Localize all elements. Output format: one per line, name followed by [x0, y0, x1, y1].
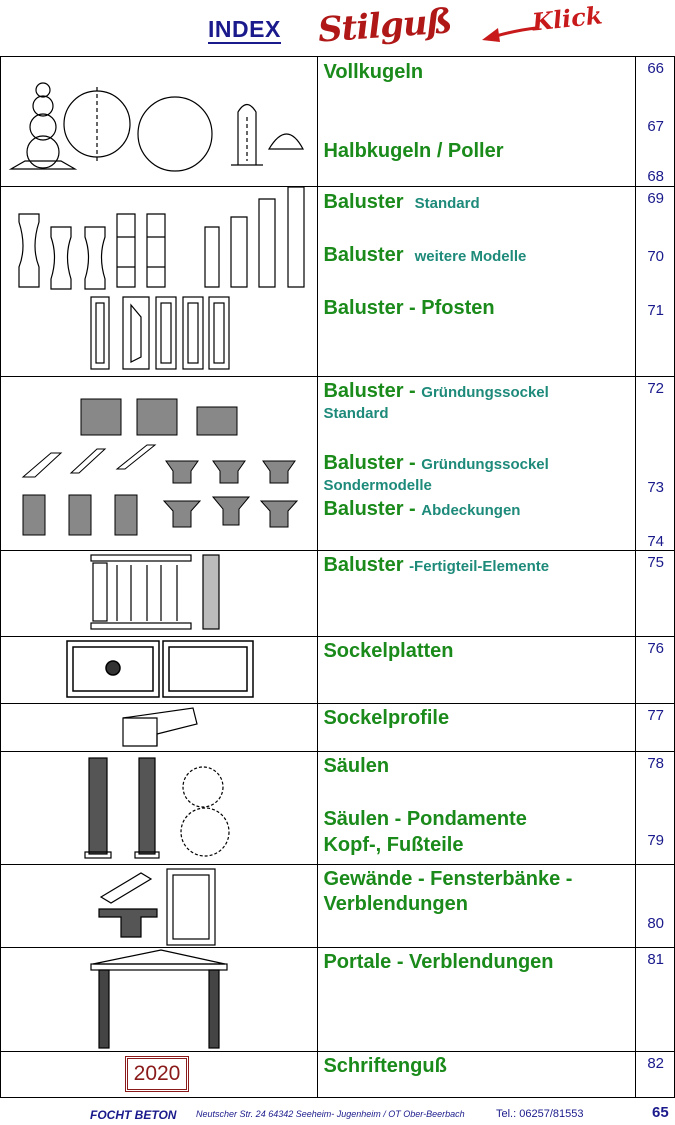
- table-row: [1, 1052, 675, 1098]
- entry-schriftenguss: Schriftenguß: [323, 1055, 447, 1077]
- row-pages-portale: [635, 948, 674, 1052]
- sockelplatten-drawing: [1, 637, 317, 704]
- row-image-baluster: [1, 187, 318, 377]
- brand-logo: Stilguß: [316, 1, 453, 51]
- page-link[interactable]: 73: [647, 479, 664, 496]
- row-image-fertigteil: [1, 551, 318, 637]
- page-link[interactable]: 80: [647, 915, 664, 932]
- schriften-plaque: 2020: [125, 1056, 189, 1092]
- row-pages-sockel: [635, 377, 674, 551]
- page-link[interactable]: 66: [647, 60, 664, 77]
- row-image-gewaende: [1, 865, 318, 948]
- entry-pondamente: Säulen - Pondamente: [323, 808, 527, 830]
- page-link[interactable]: 82: [647, 1055, 664, 1072]
- page-link[interactable]: 67: [647, 118, 664, 135]
- index-title: INDEX: [208, 16, 281, 42]
- arrow-icon: [478, 14, 538, 44]
- entry-portale: Portale - Verblendungen: [323, 951, 554, 973]
- row-text-schriften: [318, 1052, 635, 1098]
- klick-link[interactable]: Klick: [530, 0, 604, 37]
- page-link[interactable]: 75: [647, 554, 664, 571]
- row-pages-fertigteil: [635, 551, 674, 637]
- row-pages-sockelprofile: [635, 704, 674, 752]
- row-text-saeulen: [318, 752, 635, 865]
- row-text-gewaende: [318, 865, 635, 948]
- row-image-portale: [1, 948, 318, 1052]
- entry-baluster-pfosten: Baluster - Pfosten: [323, 297, 495, 319]
- table-row: [1, 948, 675, 1052]
- row-text-fertigteil: [318, 551, 635, 637]
- fertigteil-drawing: [1, 551, 317, 637]
- page-footer: [0, 1100, 675, 1125]
- portale-drawing: [1, 948, 317, 1052]
- entry-baluster-weitere: Baluster weitere Modelle: [323, 244, 527, 266]
- row-pages-kugeln: [635, 57, 674, 187]
- row-image-sockelplatten: [1, 637, 318, 704]
- entry-verblendungen: Verblendungen: [323, 893, 468, 915]
- row-pages-baluster: [635, 187, 674, 377]
- saeulen-drawing: [1, 752, 317, 865]
- table-row: [1, 752, 675, 865]
- page-link[interactable]: 77: [647, 707, 664, 724]
- page-link[interactable]: 78: [647, 755, 664, 772]
- entry-abdeckungen: Baluster - Abdeckungen: [323, 498, 521, 520]
- table-row: [1, 377, 675, 551]
- entry-kopf-fussteile: Kopf-, Fußteile: [323, 834, 464, 856]
- page-number: 65: [652, 1104, 669, 1121]
- row-image-sockelprofile: [1, 704, 318, 752]
- row-pages-saeulen: [635, 752, 674, 865]
- entry-vollkugeln: Vollkugeln: [323, 61, 424, 83]
- table-row: [1, 57, 675, 187]
- page-link[interactable]: 68: [647, 168, 664, 185]
- sockelprofile-drawing: [1, 704, 317, 752]
- entry-fertigteil: Baluster -Fertigteil-Elemente: [323, 554, 550, 576]
- row-image-sockel: [1, 377, 318, 551]
- table-row: [1, 637, 675, 704]
- company-address: Neutscher Str. 24 64342 Seeheim- Jugenheim / OT Ober-Beerbach: [196, 1109, 465, 1119]
- page-link[interactable]: 70: [647, 248, 664, 265]
- entry-sockelplatten: Sockelplatten: [323, 640, 454, 662]
- company-name: FOCHT BETON: [90, 1108, 177, 1122]
- page-link[interactable]: 81: [647, 951, 664, 968]
- kugeln-drawing: [1, 57, 317, 187]
- table-row: [1, 865, 675, 948]
- entry-saeulen: Säulen: [323, 755, 390, 777]
- row-text-baluster: [318, 187, 635, 377]
- table-row: [1, 187, 675, 377]
- row-pages-sockelplatten: [635, 637, 674, 704]
- table-row: [1, 551, 675, 637]
- page-link[interactable]: 72: [647, 380, 664, 397]
- page-link[interactable]: 74: [647, 533, 664, 550]
- table-row: [1, 704, 675, 752]
- entry-baluster-standard: Baluster Standard: [323, 191, 480, 213]
- page-header: [0, 0, 675, 56]
- baluster-drawing: [1, 187, 317, 377]
- row-pages-gewaende: [635, 865, 674, 948]
- entry-sockel-standard: Baluster - Gründungssockel: [323, 380, 549, 402]
- gewaende-drawing: [1, 865, 317, 948]
- page-link[interactable]: 69: [647, 190, 664, 207]
- row-text-sockelplatten: [318, 637, 635, 704]
- row-pages-schriften: [635, 1052, 674, 1098]
- sockel-drawing: [1, 377, 317, 551]
- row-text-kugeln: [318, 57, 635, 187]
- row-image-saeulen: [1, 752, 318, 865]
- index-table: [0, 56, 675, 1098]
- page-link[interactable]: 79: [647, 832, 664, 849]
- entry-halbkugeln: Halbkugeln / Poller: [323, 140, 504, 162]
- row-text-sockelprofile: [318, 704, 635, 752]
- company-phone: Tel.: 06257/81553: [496, 1108, 584, 1120]
- row-text-sockel: [318, 377, 635, 551]
- page-link[interactable]: 76: [647, 640, 664, 657]
- entry-sockelprofile: Sockelprofile: [323, 707, 450, 729]
- entry-gewaende: Gewände - Fensterbänke -: [323, 868, 573, 890]
- row-image-schriften: [1, 1052, 318, 1098]
- entry-sockel-sonder: Baluster - Gründungssockel: [323, 452, 549, 474]
- row-image-kugeln: [1, 57, 318, 187]
- entry-sockel-standard-line2: Standard: [323, 405, 389, 422]
- page-link[interactable]: 71: [647, 302, 664, 319]
- entry-sockel-sonder-line2: Sondermodelle: [323, 477, 432, 494]
- row-text-portale: [318, 948, 635, 1052]
